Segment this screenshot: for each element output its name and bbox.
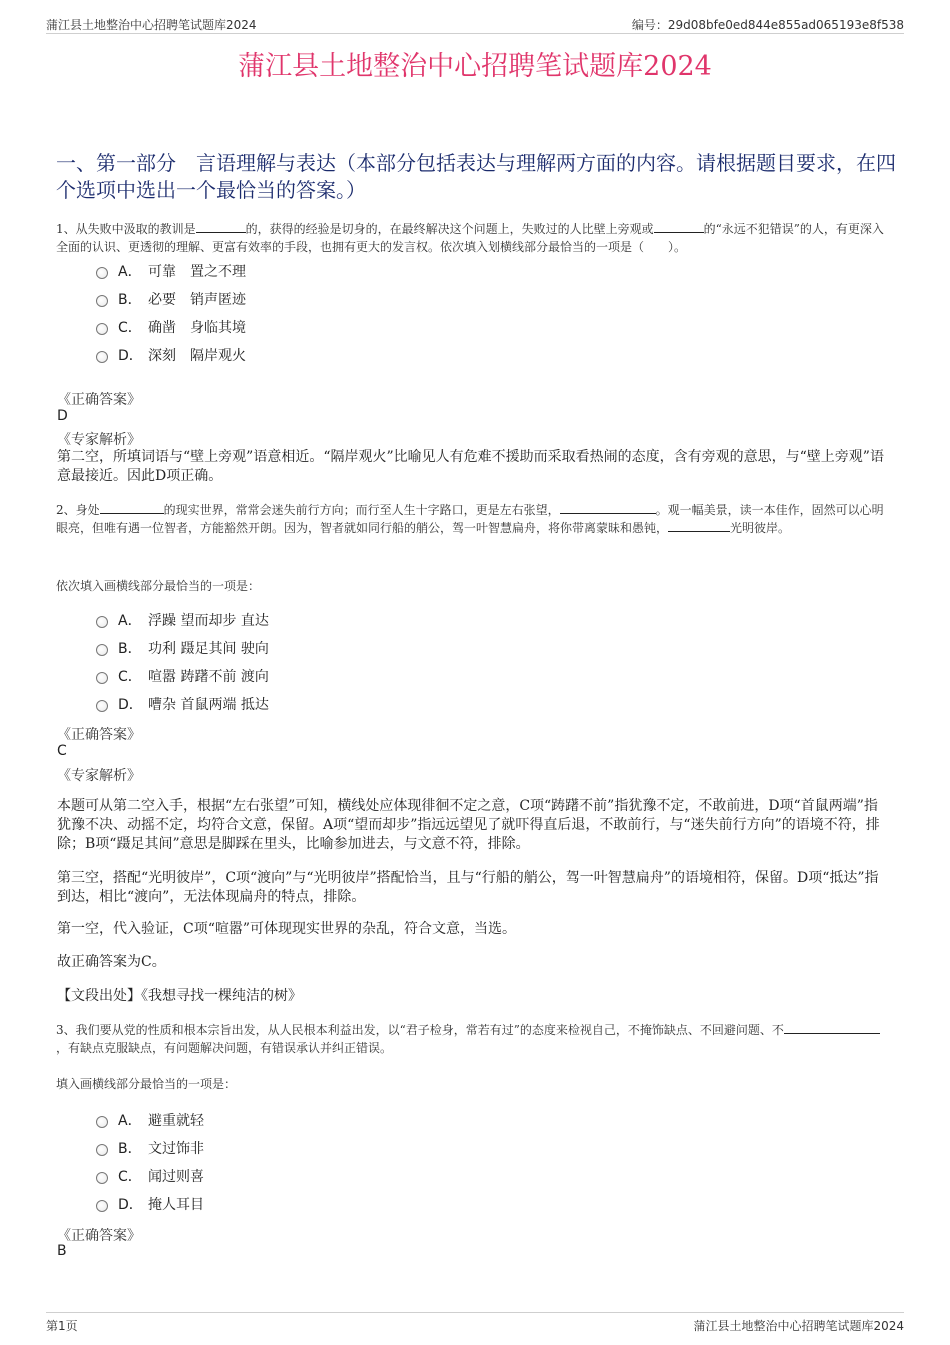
- header-doc-title: 蒲江县土地整治中心招聘笔试题库2024: [46, 18, 257, 32]
- option-letter: C．: [118, 669, 142, 685]
- blank-line: [654, 221, 704, 233]
- option-d[interactable]: [96, 341, 246, 369]
- answer-label: 《正确答案》: [57, 392, 141, 408]
- option-a[interactable]: [96, 606, 269, 634]
- analysis-label: 《专家解析》: [57, 768, 141, 784]
- blank-line: [784, 1022, 880, 1034]
- radio-icon[interactable]: [96, 1144, 108, 1156]
- option-word-2: 销声匿迹: [190, 292, 246, 308]
- option-letter: A．: [118, 1113, 142, 1129]
- question-2-options: [96, 606, 269, 718]
- answer-value: C: [57, 743, 67, 759]
- analysis-paragraph-1: 本题可从第二空入手，根据“左右张望”可知，横线处应体现徘徊不定之意，C项“踌躇不前”指犹豫不定，不敢前进，D项“首鼠两端”指犹豫不决、动摇不定，均符合文意，保留。A项“望而却步”指远远望见了就吓得直后退，不敢前行，与“迷失前行方向”的语境不符，排除；B项“蹑足其间”意思是脚踩在里头，比喻参加进去，与文意不符，排除。: [57, 798, 880, 852]
- question-2-part-4: 光明彼岸。: [730, 521, 791, 535]
- header-code-label: 编号：: [631, 18, 668, 32]
- option-letter: B．: [118, 1141, 142, 1157]
- question-3-part-2: ，有缺点克服缺点，有问题解决问题，有错误承认并纠正错误。: [56, 1041, 393, 1055]
- question-1-part-3: 的“永远不犯错误”的人，有更深入全面的认识、更透彻的理解、更富有效率的手段，也拥有更大的发言权。依次填入划横线部分最恰当的一项是（ ）。: [56, 222, 884, 254]
- answer-label: 《正确答案》: [57, 1228, 141, 1244]
- question-3-options: [96, 1106, 204, 1218]
- blank-line: [560, 502, 656, 514]
- question-3-text: [56, 1021, 886, 1057]
- option-c[interactable]: [96, 662, 269, 690]
- question-2-text: [56, 501, 886, 537]
- blank-line: [668, 520, 730, 532]
- question-1-options: [96, 257, 246, 369]
- radio-icon[interactable]: [96, 295, 108, 307]
- radio-icon[interactable]: [96, 700, 108, 712]
- radio-icon[interactable]: [96, 1116, 108, 1128]
- option-letter: A．: [118, 613, 142, 629]
- page-number-suffix: 页: [65, 1319, 78, 1333]
- option-text: 闻过则喜: [148, 1169, 204, 1185]
- blank-line: [100, 502, 164, 514]
- option-letter: C．: [118, 320, 142, 336]
- header-doc-code: [632, 16, 904, 33]
- option-text: 嘈杂 首鼠两端 抵达: [148, 697, 269, 713]
- answer-value: B: [57, 1243, 67, 1259]
- page-number-prefix: 第: [46, 1319, 59, 1333]
- analysis-text: 第二空，所填词语与“壁上旁观”语意相近。“隔岸观火”比喻见人有危难不援助而采取看热闹的态度，含有旁观的意思，与“壁上旁观”语意最接近。因此D项正确。: [57, 449, 884, 484]
- option-c[interactable]: [96, 313, 246, 341]
- option-word-1: 可靠: [148, 264, 176, 280]
- page-number-value: 1: [58, 1319, 66, 1333]
- option-word-2: 身临其境: [190, 320, 246, 336]
- option-text: 避重就轻: [148, 1113, 204, 1129]
- question-1-part-1: 1、从失败中汲取的教训是: [56, 222, 196, 236]
- source-citation: 【文段出处】《我想寻找一棵纯洁的树》: [57, 988, 302, 1004]
- analysis-label: 《专家解析》: [57, 432, 141, 448]
- page-title: 蒲江县土地整治中心招聘笔试题库2024: [238, 51, 712, 82]
- radio-icon[interactable]: [96, 616, 108, 628]
- option-letter: D．: [118, 697, 143, 713]
- radio-icon[interactable]: [96, 644, 108, 656]
- answer-label: 《正确答案》: [57, 727, 141, 743]
- option-text: 喧嚣 踌躇不前 渡向: [148, 669, 269, 685]
- option-b[interactable]: [96, 634, 269, 662]
- option-word-1: 必要: [148, 292, 176, 308]
- option-b[interactable]: [96, 1134, 204, 1162]
- radio-icon[interactable]: [96, 672, 108, 684]
- option-letter: C．: [118, 1169, 142, 1185]
- analysis-paragraph-4: 故正确答案为C。: [57, 954, 166, 970]
- answer-value: D: [57, 408, 68, 424]
- radio-icon[interactable]: [96, 267, 108, 279]
- question-3-part-1: 3、我们要从党的性质和根本宗旨出发，从人民根本利益出发，以“君子检身，常若有过”的态度来检视自己，不掩饰缺点、不回避问题、不: [56, 1023, 784, 1037]
- option-a[interactable]: [96, 1106, 204, 1134]
- option-c[interactable]: [96, 1162, 204, 1190]
- header-code-value: 29d08bfe0ed844e855ad065193e8f538: [667, 18, 904, 32]
- option-word-1: 确凿: [148, 320, 176, 336]
- option-letter: B．: [118, 292, 142, 308]
- option-word-2: 置之不理: [190, 264, 246, 280]
- page-number: [46, 1317, 78, 1334]
- radio-icon[interactable]: [96, 351, 108, 363]
- option-letter: D．: [118, 1197, 143, 1213]
- analysis-paragraph-2: 第三空，搭配“光明彼岸”，C项“渡向”与“光明彼岸”搭配恰当，且与“行船的艄公，驾一叶智慧扁舟”的语境相符，保留。D项“抵达”指到达，相比“渡向”，无法体现扁舟的特点，排除。: [57, 870, 879, 905]
- option-a[interactable]: [96, 257, 246, 285]
- radio-icon[interactable]: [96, 1172, 108, 1184]
- question-2-part-1: 2、身处: [56, 503, 100, 517]
- question-3-prompt: 填入画横线部分最恰当的一项是：: [56, 1077, 237, 1091]
- option-d[interactable]: [96, 1190, 204, 1218]
- question-2-part-2: 的现实世界，常常会迷失前行方向；而行至人生十字路口，更是左右张望，: [163, 503, 560, 517]
- option-letter: A．: [118, 264, 142, 280]
- option-word-1: 深刻: [148, 348, 176, 364]
- page-header: [46, 14, 904, 34]
- option-text: 浮躁 望而却步 直达: [148, 613, 269, 629]
- question-1-text: [56, 220, 886, 256]
- option-b[interactable]: [96, 285, 246, 313]
- question-1-part-2: 的，获得的经验是切身的，在最终解决这个问题上，失败过的人比壁上旁观或: [245, 222, 654, 236]
- option-text: 功利 蹑足其间 驶向: [148, 641, 269, 657]
- blank-line: [196, 221, 246, 233]
- radio-icon[interactable]: [96, 323, 108, 335]
- option-d[interactable]: [96, 690, 269, 718]
- option-text: 文过饰非: [148, 1141, 204, 1157]
- question-2-part-3: 。观一幅美景，读一本佳作，固然可以心明眼亮，但唯有遇一位智者，方能豁然开朗。因为，智者就如同行船的艄公，驾一叶智慧扁舟，将你带离蒙昧和愚钝，: [56, 503, 884, 535]
- question-2-prompt: 依次填入画横线部分最恰当的一项是：: [56, 579, 261, 593]
- option-text: 掩人耳目: [148, 1197, 204, 1213]
- footer-doc-title: 蒲江县土地整治中心招聘笔试题库2024: [693, 1319, 904, 1333]
- radio-icon[interactable]: [96, 1200, 108, 1212]
- option-letter: D．: [118, 348, 143, 364]
- option-letter: B．: [118, 641, 142, 657]
- page-footer: [46, 1312, 904, 1334]
- section-title: 一、第一部分 言语理解与表达（本部分包括表达与理解两方面的内容。请根据题目要求，在四个选项中选出一个最恰当的答案。）: [56, 151, 896, 202]
- analysis-paragraph-3: 第一空，代入验证，C项“喧嚣”可体现现实世界的杂乱，符合文意，当选。: [57, 921, 517, 937]
- option-word-2: 隔岸观火: [190, 348, 246, 364]
